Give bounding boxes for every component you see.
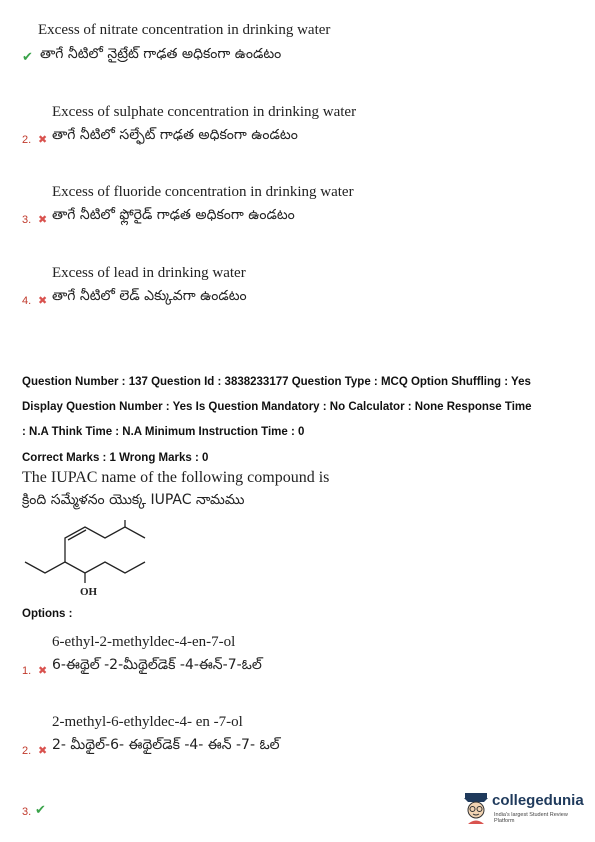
options-label: Options : bbox=[22, 608, 73, 620]
option-1-english: 6-ethyl-2-methyldec-4-en-7-ol bbox=[52, 634, 236, 650]
wrong-cross-icon: ✖ bbox=[38, 664, 48, 677]
question-meta-line-2: Display Question Number : Yes Is Question Mandatory : No Calculator : None Response Time bbox=[22, 401, 532, 413]
option-2-number: 2. bbox=[22, 745, 32, 757]
prev-option-2-number: 2. bbox=[22, 134, 32, 146]
prev-option-3-number: 3. bbox=[22, 214, 32, 226]
mascot-icon bbox=[462, 790, 490, 824]
correct-check-icon: ✔ bbox=[35, 803, 46, 818]
prev-option-2-telugu: తాగే నీటిలో సల్ఫేట్ గాఢత అధికంగా ఉండటం bbox=[52, 127, 298, 143]
prev-option-2-english: Excess of sulphate concentration in drinking water bbox=[52, 104, 357, 120]
option-1-number: 1. bbox=[22, 665, 32, 677]
prev-option-4-number: 4. bbox=[22, 295, 32, 307]
question-marks: Correct Marks : 1 Wrong Marks : 0 bbox=[22, 452, 209, 464]
option-2-telugu: 2- మీథైల్-6- ఈథైల్‌డెక్ -4- ఈన్ -7- ఓల్ bbox=[52, 737, 280, 753]
compound-structure-diagram bbox=[22, 520, 162, 602]
question-telugu: క్రింది సమ్మేళనం యొక్క IUPAC నామము bbox=[22, 492, 245, 508]
prev-option-1-english: Excess of nitrate concentration in drinking water bbox=[38, 22, 331, 38]
prev-option-3-telugu: తాగే నీటిలో ఫ్లోరైడ్ గాఢత అధికంగా ఉండటం bbox=[52, 207, 295, 223]
question-english: The IUPAC name of the following compound is bbox=[22, 469, 330, 486]
option-1-telugu: 6-ఈథైల్ -2-మీథైల్‌డెక్ -4-ఈన్-7-ఓల్ bbox=[52, 657, 262, 673]
prev-option-1-telugu: తాగే నీటిలో నైట్రేట్ గాఢత అధికంగా ఉండటం bbox=[40, 46, 282, 62]
collegedunia-logo bbox=[462, 788, 587, 828]
wrong-cross-icon: ✖ bbox=[38, 133, 48, 146]
wrong-cross-icon: ✖ bbox=[38, 744, 48, 757]
wrong-cross-icon: ✖ bbox=[38, 294, 48, 307]
logo-name: collegedunia bbox=[492, 792, 584, 809]
hydroxyl-label: OH bbox=[80, 586, 98, 598]
logo-tagline: India's largest Student Review Platform bbox=[494, 812, 568, 824]
option-2-english: 2-methyl-6-ethyldec-4- en -7-ol bbox=[52, 714, 243, 730]
question-meta-line-3: : N.A Think Time : N.A Minimum Instruction Time : 0 bbox=[22, 426, 305, 438]
prev-option-3-english: Excess of fluoride concentration in drinking water bbox=[52, 184, 354, 200]
question-meta-line-1: Question Number : 137 Question Id : 3838233177 Question Type : MCQ Option Shuffling : Yes bbox=[22, 376, 531, 388]
prev-option-4-telugu: తాగే నీటిలో లెడ్ ఎక్కువగా ఉండటం bbox=[52, 288, 247, 304]
prev-option-4-english: Excess of lead in drinking water bbox=[52, 265, 246, 281]
correct-check-icon: ✔ bbox=[22, 50, 33, 65]
option-3-number: 3. bbox=[22, 806, 32, 818]
wrong-cross-icon: ✖ bbox=[38, 213, 48, 226]
